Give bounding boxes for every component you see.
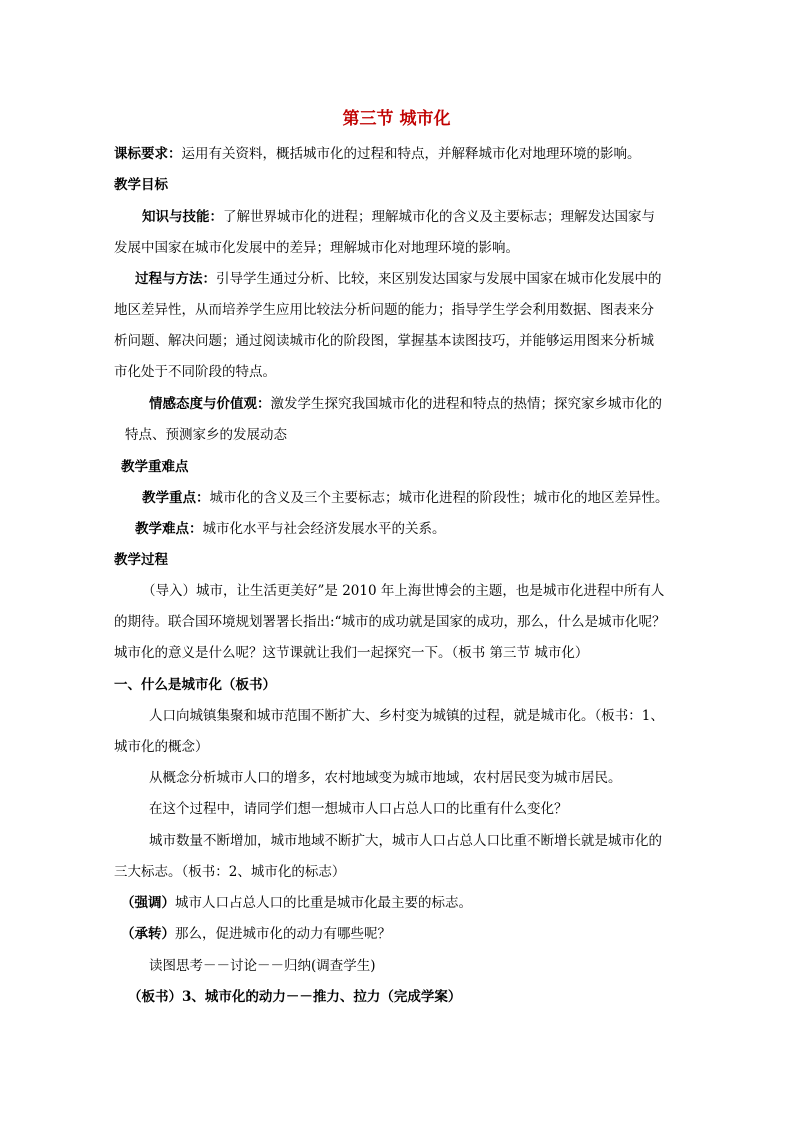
curriculum-text: 运用有关资料，概括城市化的过程和特点，并解释城市化对地理环境的影响。	[181, 146, 641, 162]
emotion-line-2: 特点、预测家乡的发展动态	[125, 427, 287, 443]
knowledge-line-2: 发展中国家在城市化发展中的差异；理解城市化对地理环境的影响。	[114, 240, 519, 256]
emotion-text-1: 激发学生探究我国城市化的进程和特点的热情；探究家乡城市化的	[270, 396, 662, 412]
process-line-4: 市化处于不同阶段的特点。	[114, 364, 276, 380]
markers-line-1: 城市数量不断增加，城市地域不断扩大，城市人口占总人口比重不断增长就是城市化的	[149, 833, 662, 849]
analysis-line: 从概念分析城市人口的增多，农村地域变为城市地域，农村居民变为城市居民。	[149, 770, 622, 786]
emotion-label: 情感态度与价值观：	[149, 396, 271, 412]
knowledge-label: 知识与技能：	[142, 209, 223, 225]
board3-line: （板书）3、城市化的动力－－推力、拉力（完成学案）	[128, 989, 462, 1005]
transition-line	[121, 924, 691, 944]
keypoints-heading: 教学重难点	[121, 459, 189, 475]
page-title: 第三节 城市化	[342, 109, 451, 129]
emphasis-label: （强调）	[121, 895, 175, 911]
markers-line-2: 三大标志。（板书：2、城市化的标志）	[114, 864, 346, 880]
process-heading: 教学过程	[114, 552, 168, 568]
emphasis-line	[121, 893, 691, 913]
curriculum-requirement	[114, 144, 684, 164]
keypoint-line	[142, 488, 712, 508]
process-line-1	[135, 269, 705, 289]
emotion-line-1	[149, 394, 719, 414]
process-text-1: 引导学生通过分析、比较，来区别发达国家与发展中国家在城市化发展中的	[216, 271, 662, 287]
section1-heading: 一、什么是城市化（板书）	[114, 677, 276, 693]
intro-line-2: 的期待。联合国环境规划署署长指出:“城市的成功就是国家的成功，那么，什么是城市化呢？	[114, 614, 666, 630]
intro-line-1: （导入）城市，让生活更美好”是 2010 年上海世博会的主题，也是城市化进程中所有人	[142, 583, 665, 599]
process-line-2: 地区差异性，从而培养学生应用比较法分析问题的能力；指导学生学会利用数据、图表来分	[114, 302, 654, 318]
knowledge-line-1	[142, 207, 712, 227]
keypoint-label: 教学重点：	[142, 490, 210, 506]
objectives-heading: 教学目标	[114, 177, 168, 193]
difficulty-line	[135, 519, 705, 539]
transition-label: （承转）	[121, 926, 175, 942]
difficulty-label: 教学难点：	[135, 521, 203, 537]
curriculum-label: 课标要求：	[114, 146, 182, 162]
keypoint-text: 城市化的含义及三个主要标志；城市化进程的阶段性；城市化的地区差异性。	[209, 490, 669, 506]
transition-text: 那么，促进城市化的动力有哪些呢？	[175, 926, 391, 942]
definition-line-2: 城市化的概念）	[114, 739, 209, 755]
intro-line-3: 城市化的意义是什么呢？这节课就让我们一起探究一下。（板书 第三节 城市化）	[114, 645, 589, 661]
knowledge-text-1: 了解世界城市化的进程；理解城市化的含义及主要标志；理解发达国家与	[223, 209, 655, 225]
process-label: 过程与方法：	[135, 271, 216, 287]
definition-line-1: 人口向城镇集聚和城市范围不断扩大、乡村变为城镇的过程，就是城市化。（板书：1、	[149, 708, 664, 724]
reading-line: 读图思考－－讨论－－归纳(调查学生)	[149, 958, 376, 974]
difficulty-text: 城市化水平与社会经济发展水平的关系。	[202, 521, 446, 537]
question-line: 在这个过程中，请同学们想一想城市人口占总人口的比重有什么变化？	[149, 801, 568, 817]
emphasis-text: 城市人口占总人口的比重是城市化最主要的标志。	[175, 895, 472, 911]
process-line-3: 析问题、解决问题；通过阅读城市化的阶段图，掌握基本读图技巧，并能够运用图来分析城	[114, 333, 654, 349]
